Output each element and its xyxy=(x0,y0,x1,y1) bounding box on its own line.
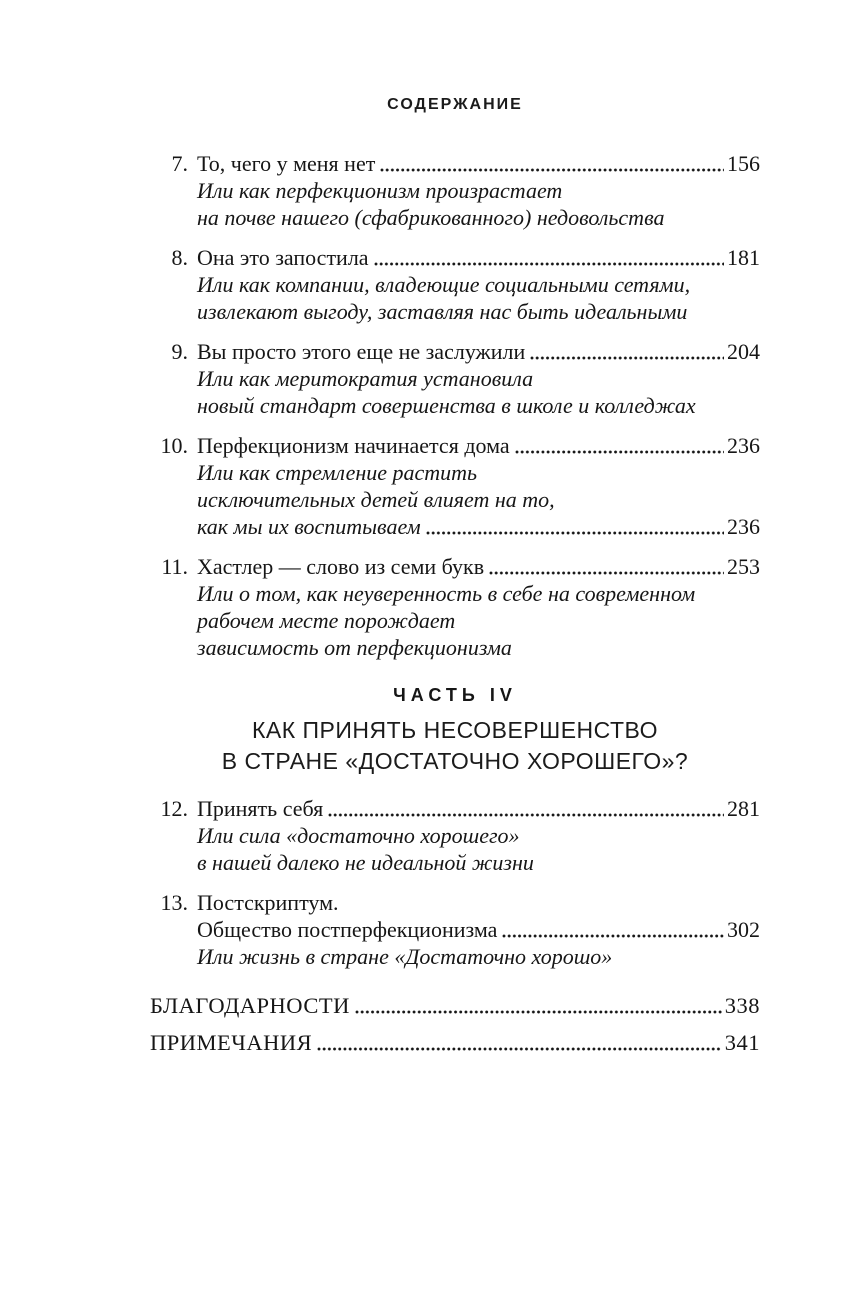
entry-title-text: Она это запостила xyxy=(197,245,369,270)
dotted-leader xyxy=(317,1047,722,1051)
toc-entry xyxy=(150,889,760,970)
page-number: 281 xyxy=(727,796,760,821)
page-number: 302 xyxy=(727,917,760,942)
backmatter-title-text: ПРИМЕЧАНИЯ xyxy=(150,1030,313,1055)
entry-subtitle-text: Или о том, как неуверенность в себе на современном xyxy=(197,581,696,606)
entry-subtitle-text: Или как стремление растить xyxy=(197,460,478,485)
toc-line xyxy=(197,889,760,916)
entry-title-text: Общество постперфекционизма xyxy=(197,917,498,942)
toc-line xyxy=(197,204,760,231)
entry-number: 7. xyxy=(171,151,188,176)
entry-content xyxy=(197,150,760,231)
page-number: 253 xyxy=(727,554,760,579)
entry-content xyxy=(197,553,760,661)
dotted-leader xyxy=(374,262,724,266)
toc-line xyxy=(197,298,760,325)
toc-entry xyxy=(150,553,760,661)
page-number: 156 xyxy=(727,151,760,176)
entry-title-text: То, чего у меня нет xyxy=(197,151,376,176)
toc-line xyxy=(197,338,760,365)
toc-line xyxy=(197,943,760,970)
entry-title-text: Постскриптум. xyxy=(197,890,339,915)
toc-line xyxy=(197,795,760,822)
entry-subtitle-text: как мы их воспитываем xyxy=(197,514,421,539)
toc-line xyxy=(197,822,760,849)
toc-line xyxy=(197,392,760,419)
entry-content xyxy=(197,432,760,540)
toc-line xyxy=(197,553,760,580)
entry-subtitle-text: извлекают выгоду, заставляя нас быть идеальными xyxy=(197,299,688,324)
toc-line xyxy=(197,486,760,513)
toc-list xyxy=(150,150,760,1056)
entry-subtitle-text: новый стандарт совершенства в школе и колледжах xyxy=(197,393,696,418)
entry-subtitle-text: Или как перфекционизм произрастает xyxy=(197,178,563,203)
dotted-leader xyxy=(502,934,724,938)
entry-title-text: Принять себя xyxy=(197,796,324,821)
backmatter-line xyxy=(150,992,760,1019)
entry-subtitle-text: рабочем месте порождает xyxy=(197,608,456,633)
entry-subtitle-text: зависимость от перфекционизма xyxy=(197,635,512,660)
page-number: 338 xyxy=(724,993,760,1018)
dotted-leader xyxy=(355,1010,722,1014)
dotted-leader xyxy=(426,531,724,535)
toc-line xyxy=(197,916,760,943)
page-number: 236 xyxy=(727,433,760,458)
part-heading xyxy=(150,685,760,777)
toc-line xyxy=(197,634,760,661)
toc-line xyxy=(197,271,760,298)
entry-content xyxy=(197,795,760,876)
dotted-leader xyxy=(530,356,724,360)
page-number: 204 xyxy=(727,339,760,364)
page-number: 181 xyxy=(727,245,760,270)
toc-line xyxy=(197,513,760,540)
toc-entry xyxy=(150,432,760,540)
toc-entry xyxy=(150,795,760,876)
dotted-leader xyxy=(489,571,724,575)
toc-line xyxy=(197,580,760,607)
entry-subtitle-text: на почве нашего (сфабрикованного) недовольства xyxy=(197,205,665,230)
entry-title-text: Перфекционизм начинается дома xyxy=(197,433,510,458)
dotted-leader xyxy=(328,813,724,817)
entry-content xyxy=(197,338,760,419)
entry-subtitle-text: Или жизнь в стране «Достаточно хорошо» xyxy=(197,944,613,969)
entry-subtitle-text: в нашей далеко не идеальной жизни xyxy=(197,850,534,875)
toc-line xyxy=(197,244,760,271)
entry-content xyxy=(197,244,760,325)
toc-entry xyxy=(150,338,760,419)
entry-title-text: Вы просто этого еще не заслужили xyxy=(197,339,526,364)
entry-number: 10. xyxy=(160,433,188,458)
page-title: СОДЕРЖАНИЕ xyxy=(387,96,523,113)
toc-line xyxy=(197,459,760,486)
entry-number: 12. xyxy=(160,796,188,821)
dotted-leader xyxy=(515,450,724,454)
part-title-line: КАК ПРИНЯТЬ НЕСОВЕРШЕНСТВО xyxy=(251,717,659,743)
toc-line xyxy=(197,177,760,204)
entry-number: 13. xyxy=(160,890,188,915)
entry-subtitle-text: исключительных детей влияет на то, xyxy=(197,487,555,512)
toc-line xyxy=(197,432,760,459)
part-label: ЧАСТЬ IV xyxy=(393,685,517,705)
dotted-leader xyxy=(380,168,724,172)
entry-subtitle-text: Или сила «достаточно хорошего» xyxy=(197,823,520,848)
part-title-line: В СТРАНЕ «ДОСТАТОЧНО ХОРОШЕГО»? xyxy=(221,748,689,774)
backmatter-line xyxy=(150,1029,760,1056)
toc-line xyxy=(197,607,760,634)
toc-line xyxy=(197,849,760,876)
entry-title-text: Хастлер — слово из семи букв xyxy=(197,554,485,579)
entry-number: 11. xyxy=(161,554,188,579)
page-number: 341 xyxy=(724,1030,760,1055)
toc-line xyxy=(197,150,760,177)
entry-subtitle-text: Или как компании, владеющие социальными сетями, xyxy=(197,272,691,297)
backmatter-title-text: БЛАГОДАРНОСТИ xyxy=(150,993,350,1018)
entry-subtitle-text: Или как меритократия установила xyxy=(197,366,534,391)
entry-content xyxy=(197,889,760,970)
toc-line xyxy=(197,365,760,392)
page-number: 236 xyxy=(727,514,760,539)
backmatter-section xyxy=(150,992,760,1056)
entry-number: 8. xyxy=(171,245,188,270)
toc-entry xyxy=(150,150,760,231)
toc-entry xyxy=(150,244,760,325)
entry-number: 9. xyxy=(171,339,188,364)
